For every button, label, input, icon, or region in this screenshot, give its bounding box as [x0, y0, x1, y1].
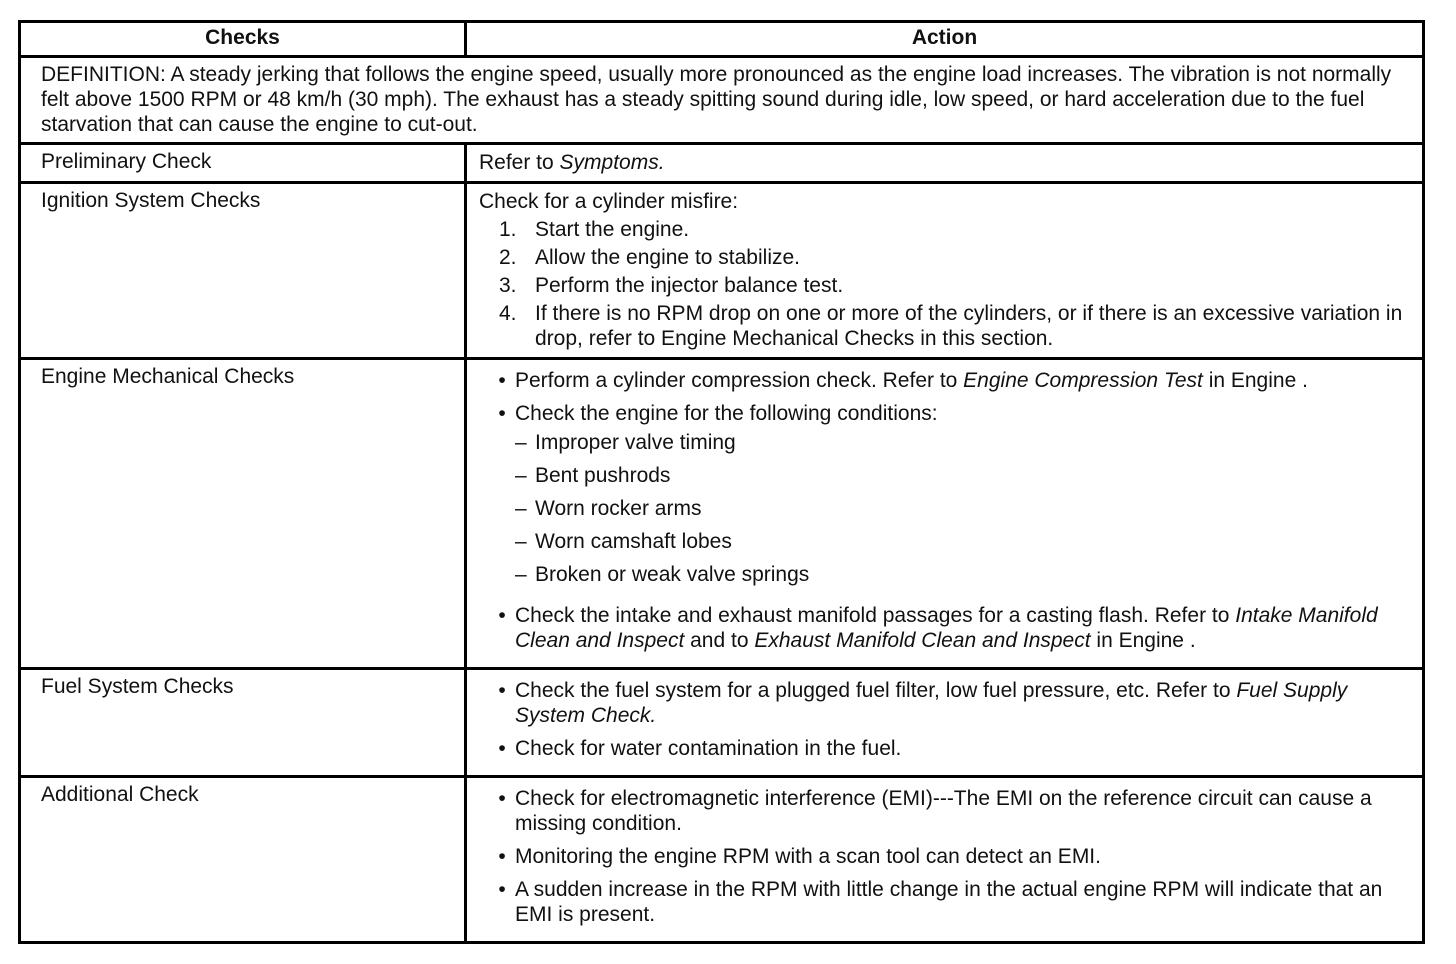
action-text-segment: Refer to [479, 151, 560, 174]
bullet-item [479, 844, 1410, 869]
table-row-additional-check [20, 777, 1424, 943]
bullet-text [515, 368, 1410, 393]
dash-icon: – [515, 464, 527, 487]
condition-item [515, 463, 1402, 488]
bullet-item [479, 736, 1410, 761]
bullet-text-segment: Check for electromagnetic interference (EMI)---The EMI on the reference circuit can cause a missing condition. [515, 787, 1372, 835]
action-cell [466, 777, 1424, 943]
bullet-list [479, 678, 1410, 761]
table-row-engine-mechanical-checks [20, 359, 1424, 669]
step-item [479, 273, 1410, 298]
bullet-text [515, 877, 1410, 927]
action-text-segment: Check for a cylinder misfire: [479, 190, 739, 213]
step-item [479, 245, 1410, 270]
bullet-icon: • [498, 737, 506, 760]
definition-row [20, 57, 1424, 144]
bullet-icon: • [498, 845, 506, 868]
condition-item [515, 496, 1402, 521]
bullet-text-segment: Intake Manifold Clean and Inspect [515, 604, 1378, 652]
dash-icon: – [515, 530, 527, 553]
dash-icon: – [515, 431, 527, 454]
step-text: Perform the injector balance test. [535, 274, 844, 297]
condition-list [515, 430, 1402, 587]
column-header-checks: Checks [20, 22, 466, 57]
check-name: Fuel System Checks [20, 669, 466, 777]
bullet-text [515, 844, 1410, 869]
bullet-text-segment: Check the engine for the following conditions: [515, 402, 938, 425]
definition-text: DEFINITION: A steady jerking that follows the engine speed, usually more pronounced as the engine load increases. The vibration is not normally felt above 1500 RPM or 48 km/h (30 mph). The exhaust has a steady spitting sound during idle, low speed, or hard acceleration due to the fuel starvation that can cause the engine to cut-out. [20, 57, 1424, 144]
action-text [479, 189, 1410, 214]
check-name: Ignition System Checks [20, 183, 466, 359]
bullet-text-segment: Check the intake and exhaust manifold passages for a casting flash. Refer to [515, 604, 1236, 627]
bullet-list [479, 368, 1410, 653]
numbered-steps [479, 217, 1410, 351]
bullet-icon: • [498, 402, 506, 425]
condition-text: Broken or weak valve springs [535, 563, 810, 586]
dash-icon: – [515, 563, 527, 586]
step-text: Allow the engine to stabilize. [535, 246, 800, 269]
bullet-list [479, 786, 1410, 927]
check-name: Additional Check [20, 777, 466, 943]
table-header-row [20, 22, 1424, 57]
bullet-icon: • [498, 679, 506, 702]
condition-item [515, 562, 1402, 587]
check-name: Engine Mechanical Checks [20, 359, 466, 669]
step-number: 2. [499, 246, 517, 269]
condition-item [515, 430, 1402, 455]
bullet-text-segment: Engine Compression Test [963, 369, 1203, 392]
bullet-text-segment: in Engine . [1202, 369, 1308, 392]
bullet-text-segment: Monitoring the engine RPM with a scan tool can detect an EMI. [515, 845, 1101, 868]
dash-icon: – [515, 497, 527, 520]
step-text: If there is no RPM drop on one or more of the cylinders, or if there is an excessive variation in drop, refer to Engine Mechanical Checks in this section. [535, 302, 1403, 350]
diagnostic-table [18, 20, 1425, 944]
bullet-text-segment: Exhaust Manifold Clean and Inspect [754, 629, 1091, 652]
step-number: 3. [499, 274, 517, 297]
bullet-text-segment: Fuel Supply System Check. [515, 679, 1348, 727]
step-item [479, 301, 1410, 351]
action-cell [466, 144, 1424, 183]
bullet-text-segment: A sudden increase in the RPM with little change in the actual engine RPM will indicate that an EMI is present. [515, 878, 1383, 926]
condition-text: Worn rocker arms [535, 497, 702, 520]
bullet-text-segment: and to [684, 629, 755, 652]
bullet-icon: • [498, 604, 506, 627]
bullet-item [479, 603, 1410, 653]
action-cell [466, 359, 1424, 669]
bullet-item [479, 401, 1410, 595]
action-text [479, 150, 1410, 175]
bullet-icon: • [498, 878, 506, 901]
column-header-action: Action [466, 22, 1424, 57]
bullet-text [515, 678, 1410, 728]
bullet-text [515, 603, 1410, 653]
bullet-text-segment: in Engine . [1090, 629, 1196, 652]
bullet-item [479, 368, 1410, 393]
bullet-item [479, 786, 1410, 836]
bullet-icon: • [498, 787, 506, 810]
bullet-text [515, 736, 1410, 761]
check-name: Preliminary Check [20, 144, 466, 183]
step-item [479, 217, 1410, 242]
condition-text: Improper valve timing [535, 431, 736, 454]
bullet-item [479, 678, 1410, 728]
bullet-text [515, 786, 1410, 836]
action-cell [466, 183, 1424, 359]
step-number: 4. [499, 302, 517, 325]
bullet-text-segment: Check for water contamination in the fuel. [515, 737, 902, 760]
action-cell [466, 669, 1424, 777]
table-row-ignition-system-checks [20, 183, 1424, 359]
condition-text: Bent pushrods [535, 464, 671, 487]
bullet-text [515, 401, 1410, 595]
table-row-preliminary-check [20, 144, 1424, 183]
bullet-icon: • [498, 369, 506, 392]
bullet-item [479, 877, 1410, 927]
condition-text: Worn camshaft lobes [535, 530, 732, 553]
step-number: 1. [499, 218, 517, 241]
bullet-text-segment: Check the fuel system for a plugged fuel filter, low fuel pressure, etc. Refer to [515, 679, 1237, 702]
step-text: Start the engine. [535, 218, 690, 241]
action-text-segment: Symptoms. [559, 151, 665, 174]
bullet-text-segment: Perform a cylinder compression check. Refer to [515, 369, 964, 392]
table-row-fuel-system-checks [20, 669, 1424, 777]
condition-item [515, 529, 1402, 554]
